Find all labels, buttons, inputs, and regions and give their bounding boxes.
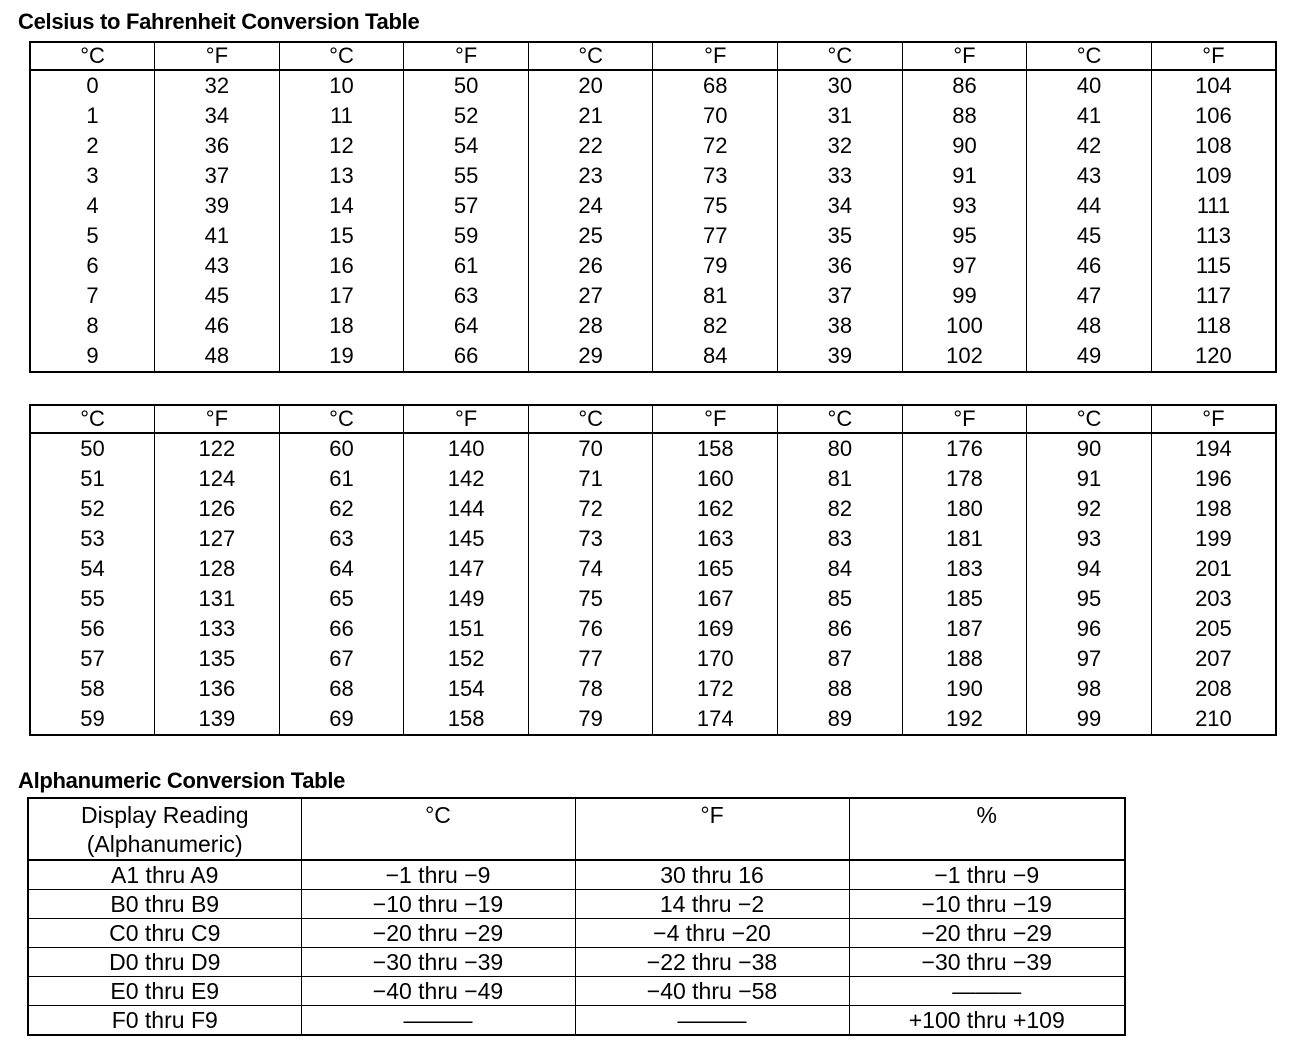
fahrenheit-cell: 145: [404, 524, 529, 554]
fahrenheit-cell: 72: [653, 131, 778, 161]
fahrenheit-cell: 140: [404, 433, 529, 464]
fahrenheit-cell: 113: [1151, 221, 1276, 251]
fahrenheit-cell: 180: [902, 494, 1027, 524]
header-celsius: °C: [1027, 405, 1152, 433]
celsius-cell: 26: [528, 251, 653, 281]
fahrenheit-cell: 37: [155, 161, 280, 191]
celsius-cell: 9: [86, 343, 99, 368]
table-row: [28, 948, 1125, 977]
fahrenheit-range-cell: ———: [575, 1006, 849, 1036]
fahrenheit-cell: 187: [902, 614, 1027, 644]
fahrenheit-cell: 192: [902, 704, 1027, 735]
fahrenheit-cell: 52: [404, 101, 529, 131]
fahrenheit-cell: 152: [404, 644, 529, 674]
table-row: [30, 161, 1276, 191]
fahrenheit-cell: 91: [902, 161, 1027, 191]
header-celsius: °C: [778, 405, 903, 433]
celsius-cell: 68: [279, 674, 404, 704]
celsius-cell: 74: [528, 554, 653, 584]
header-celsius: °C: [528, 42, 653, 70]
display-reading-cell: A1 thru A9: [28, 860, 301, 890]
celsius-cell: 51: [80, 466, 105, 491]
celsius-cell: 37: [778, 281, 903, 311]
fahrenheit-cell: 108: [1151, 131, 1276, 161]
celsius-cell: 62: [279, 494, 404, 524]
celsius-cell: 52: [80, 496, 105, 521]
fahrenheit-cell: 124: [155, 464, 280, 494]
fahrenheit-cell: 86: [902, 70, 1027, 101]
celsius-cell: 20: [528, 70, 653, 101]
celsius-cell: 85: [778, 584, 903, 614]
fahrenheit-cell: 43: [155, 251, 280, 281]
fahrenheit-cell: 32: [155, 70, 280, 101]
header-fahrenheit: °F: [653, 405, 778, 433]
percent-range-cell: −10 thru −19: [849, 890, 1125, 919]
fahrenheit-cell: 199: [1151, 524, 1276, 554]
fahrenheit-cell: 59: [404, 221, 529, 251]
celsius-cell: 44: [1027, 191, 1152, 221]
table-row: [30, 584, 1276, 614]
celsius-range-cell: ———: [301, 1006, 575, 1036]
fahrenheit-cell: 165: [653, 554, 778, 584]
fahrenheit-cell: 93: [902, 191, 1027, 221]
celsius-cell: 23: [528, 161, 653, 191]
celsius-range-cell: −20 thru −29: [301, 919, 575, 948]
fahrenheit-cell: 109: [1151, 161, 1276, 191]
table-row: [30, 524, 1276, 554]
celsius-cell: 4: [86, 193, 99, 218]
celsius-range-cell: −10 thru −19: [301, 890, 575, 919]
celsius-cell: 71: [528, 464, 653, 494]
celsius-cell: 90: [1027, 433, 1152, 464]
celsius-cell: 88: [778, 674, 903, 704]
celsius-cell: 94: [1027, 554, 1152, 584]
table-row: [30, 644, 1276, 674]
header-fahrenheit: °F: [1151, 42, 1276, 70]
celsius-cell: 36: [778, 251, 903, 281]
celsius-cell: 64: [279, 554, 404, 584]
header-row: [30, 405, 1276, 433]
fahrenheit-cell: 208: [1151, 674, 1276, 704]
fahrenheit-cell: 147: [404, 554, 529, 584]
fahrenheit-cell: 102: [902, 341, 1027, 372]
celsius-cell: 61: [279, 464, 404, 494]
celsius-cell: 70: [528, 433, 653, 464]
celsius-cell: 30: [778, 70, 903, 101]
fahrenheit-cell: 66: [404, 341, 529, 372]
table-row: [28, 860, 1125, 890]
fahrenheit-cell: 90: [902, 131, 1027, 161]
percent-range-cell: −1 thru −9: [849, 860, 1125, 890]
fahrenheit-cell: 55: [404, 161, 529, 191]
celsius-cell: 18: [279, 311, 404, 341]
fahrenheit-cell: 122: [155, 433, 280, 464]
fahrenheit-cell: 178: [902, 464, 1027, 494]
table-row: [30, 674, 1276, 704]
celsius-table-part2: [29, 404, 1277, 736]
fahrenheit-cell: 144: [404, 494, 529, 524]
celsius-cell: 96: [1027, 614, 1152, 644]
fahrenheit-cell: 79: [653, 251, 778, 281]
fahrenheit-cell: 64: [404, 311, 529, 341]
celsius-range-cell: −30 thru −39: [301, 948, 575, 977]
display-reading-cell: B0 thru B9: [28, 890, 301, 919]
fahrenheit-range-cell: −4 thru −20: [575, 919, 849, 948]
celsius-cell: 17: [279, 281, 404, 311]
celsius-cell: 3: [86, 163, 99, 188]
celsius-cell: 38: [778, 311, 903, 341]
fahrenheit-range-cell: −40 thru −58: [575, 977, 849, 1006]
fahrenheit-cell: 136: [155, 674, 280, 704]
fahrenheit-cell: 115: [1151, 251, 1276, 281]
fahrenheit-cell: 188: [902, 644, 1027, 674]
celsius-cell: 41: [1027, 101, 1152, 131]
celsius-cell: 40: [1027, 70, 1152, 101]
table-row: [30, 311, 1276, 341]
celsius-cell: 6: [86, 253, 99, 278]
fahrenheit-cell: 190: [902, 674, 1027, 704]
fahrenheit-cell: 183: [902, 554, 1027, 584]
header-celsius: °C: [1027, 42, 1152, 70]
fahrenheit-cell: 205: [1151, 614, 1276, 644]
header-fahrenheit: °F: [155, 405, 280, 433]
display-reading-cell: E0 thru E9: [28, 977, 301, 1006]
header-fahrenheit: °F: [902, 405, 1027, 433]
fahrenheit-cell: 133: [155, 614, 280, 644]
fahrenheit-cell: 167: [653, 584, 778, 614]
celsius-cell: 19: [279, 341, 404, 372]
celsius-cell: 29: [528, 341, 653, 372]
celsius-cell: 84: [778, 554, 903, 584]
fahrenheit-cell: 198: [1151, 494, 1276, 524]
fahrenheit-cell: 194: [1151, 433, 1276, 464]
fahrenheit-cell: 172: [653, 674, 778, 704]
celsius-cell: 57: [80, 646, 105, 671]
fahrenheit-cell: 48: [155, 341, 280, 372]
table-row: [30, 281, 1276, 311]
fahrenheit-cell: 174: [653, 704, 778, 735]
celsius-cell: 25: [528, 221, 653, 251]
celsius-cell: 22: [528, 131, 653, 161]
celsius-cell: 0: [86, 73, 99, 98]
celsius-cell: 76: [528, 614, 653, 644]
celsius-cell: 73: [528, 524, 653, 554]
celsius-cell: 50: [80, 436, 105, 461]
fahrenheit-cell: 82: [653, 311, 778, 341]
celsius-cell: 49: [1027, 341, 1152, 372]
celsius-cell: 7: [86, 283, 99, 308]
fahrenheit-range-cell: 30 thru 16: [575, 860, 849, 890]
header-fahrenheit: °F: [902, 42, 1027, 70]
celsius-cell: 48: [1027, 311, 1152, 341]
celsius-cell: 89: [778, 704, 903, 735]
fahrenheit-cell: 111: [1151, 191, 1276, 221]
display-reading-cell: F0 thru F9: [28, 1006, 301, 1036]
fahrenheit-cell: 88: [902, 101, 1027, 131]
table-row: [30, 554, 1276, 584]
fahrenheit-cell: 142: [404, 464, 529, 494]
table-row: [30, 494, 1276, 524]
fahrenheit-cell: 73: [653, 161, 778, 191]
table-row: [28, 1006, 1125, 1036]
celsius-cell: 32: [778, 131, 903, 161]
fahrenheit-cell: 158: [653, 433, 778, 464]
celsius-cell: 31: [778, 101, 903, 131]
fahrenheit-cell: 169: [653, 614, 778, 644]
celsius-cell: 95: [1027, 584, 1152, 614]
celsius-cell: 75: [528, 584, 653, 614]
alpha-table-title: Alphanumeric Conversion Table: [18, 768, 346, 793]
fahrenheit-cell: 135: [155, 644, 280, 674]
celsius-range-cell: −1 thru −9: [301, 860, 575, 890]
fahrenheit-cell: 54: [404, 131, 529, 161]
fahrenheit-range-cell: 14 thru −2: [575, 890, 849, 919]
header-fahrenheit: °F: [575, 798, 849, 860]
celsius-cell: 67: [279, 644, 404, 674]
fahrenheit-cell: 106: [1151, 101, 1276, 131]
percent-range-cell: ———: [849, 977, 1125, 1006]
celsius-cell: 72: [528, 494, 653, 524]
fahrenheit-cell: 210: [1151, 704, 1276, 735]
alphanumeric-table: [27, 797, 1126, 1036]
header-fahrenheit: °F: [653, 42, 778, 70]
fahrenheit-cell: 57: [404, 191, 529, 221]
header-celsius: °C: [301, 798, 575, 860]
header-fahrenheit: °F: [404, 405, 529, 433]
table-row: [28, 890, 1125, 919]
percent-range-cell: +100 thru +109: [849, 1006, 1125, 1036]
fahrenheit-cell: 203: [1151, 584, 1276, 614]
fahrenheit-cell: 160: [653, 464, 778, 494]
fahrenheit-cell: 158: [404, 704, 529, 735]
fahrenheit-cell: 104: [1151, 70, 1276, 101]
table-row: [30, 131, 1276, 161]
header-row: [30, 42, 1276, 70]
fahrenheit-cell: 50: [404, 70, 529, 101]
fahrenheit-cell: 149: [404, 584, 529, 614]
celsius-cell: 16: [279, 251, 404, 281]
celsius-cell: 86: [778, 614, 903, 644]
table-row: [30, 101, 1276, 131]
celsius-cell: 59: [80, 706, 105, 731]
celsius-cell: 99: [1027, 704, 1152, 735]
celsius-cell: 81: [778, 464, 903, 494]
table-row: [30, 433, 1276, 464]
fahrenheit-cell: 120: [1151, 341, 1276, 372]
fahrenheit-cell: 97: [902, 251, 1027, 281]
celsius-cell: 5: [86, 223, 99, 248]
celsius-cell: 1: [86, 103, 99, 128]
fahrenheit-cell: 176: [902, 433, 1027, 464]
celsius-cell: 13: [279, 161, 404, 191]
fahrenheit-cell: 99: [902, 281, 1027, 311]
celsius-cell: 60: [279, 433, 404, 464]
celsius-cell: 35: [778, 221, 903, 251]
table-row: [30, 614, 1276, 644]
fahrenheit-cell: 131: [155, 584, 280, 614]
table-row: [30, 70, 1276, 101]
fahrenheit-cell: 39: [155, 191, 280, 221]
celsius-cell: 97: [1027, 644, 1152, 674]
celsius-cell: 55: [80, 586, 105, 611]
celsius-cell: 39: [778, 341, 903, 372]
header-celsius: °C: [30, 405, 155, 433]
fahrenheit-cell: 36: [155, 131, 280, 161]
celsius-table-title: Celsius to Fahrenheit Conversion Table: [18, 9, 420, 34]
celsius-cell: 83: [778, 524, 903, 554]
table-row: [30, 464, 1276, 494]
celsius-cell: 69: [279, 704, 404, 735]
fahrenheit-cell: 77: [653, 221, 778, 251]
celsius-cell: 87: [778, 644, 903, 674]
celsius-cell: 78: [528, 674, 653, 704]
fahrenheit-cell: 68: [653, 70, 778, 101]
fahrenheit-cell: 41: [155, 221, 280, 251]
celsius-cell: 10: [279, 70, 404, 101]
table-row: [30, 704, 1276, 735]
celsius-cell: 34: [778, 191, 903, 221]
fahrenheit-cell: 95: [902, 221, 1027, 251]
table-row: [30, 221, 1276, 251]
fahrenheit-cell: 139: [155, 704, 280, 735]
fahrenheit-cell: 63: [404, 281, 529, 311]
fahrenheit-cell: 196: [1151, 464, 1276, 494]
celsius-cell: 28: [528, 311, 653, 341]
celsius-table-part1: [29, 41, 1277, 373]
fahrenheit-cell: 201: [1151, 554, 1276, 584]
fahrenheit-cell: 170: [653, 644, 778, 674]
celsius-cell: 93: [1027, 524, 1152, 554]
table-row: [28, 919, 1125, 948]
celsius-cell: 66: [279, 614, 404, 644]
celsius-cell: 42: [1027, 131, 1152, 161]
fahrenheit-cell: 45: [155, 281, 280, 311]
header-percent: %: [849, 798, 1125, 860]
celsius-cell: 82: [778, 494, 903, 524]
celsius-cell: 63: [279, 524, 404, 554]
celsius-cell: 45: [1027, 221, 1152, 251]
fahrenheit-cell: 126: [155, 494, 280, 524]
display-reading-cell: D0 thru D9: [28, 948, 301, 977]
celsius-cell: 56: [80, 616, 105, 641]
celsius-cell: 54: [80, 556, 105, 581]
celsius-cell: 98: [1027, 674, 1152, 704]
header-fahrenheit: °F: [1151, 405, 1276, 433]
fahrenheit-cell: 154: [404, 674, 529, 704]
celsius-cell: 80: [778, 433, 903, 464]
fahrenheit-cell: 207: [1151, 644, 1276, 674]
fahrenheit-cell: 46: [155, 311, 280, 341]
celsius-cell: 43: [1027, 161, 1152, 191]
celsius-cell: 92: [1027, 494, 1152, 524]
fahrenheit-cell: 118: [1151, 311, 1276, 341]
celsius-cell: 24: [528, 191, 653, 221]
fahrenheit-cell: 75: [653, 191, 778, 221]
celsius-cell: 33: [778, 161, 903, 191]
percent-range-cell: −20 thru −29: [849, 919, 1125, 948]
fahrenheit-cell: 117: [1151, 281, 1276, 311]
celsius-cell: 77: [528, 644, 653, 674]
header-fahrenheit: °F: [404, 42, 529, 70]
table-row: [30, 251, 1276, 281]
fahrenheit-cell: 163: [653, 524, 778, 554]
header-celsius: °C: [279, 405, 404, 433]
celsius-range-cell: −40 thru −49: [301, 977, 575, 1006]
celsius-cell: 47: [1027, 281, 1152, 311]
fahrenheit-cell: 84: [653, 341, 778, 372]
table-row: [30, 191, 1276, 221]
header-display-line1: Display Reading: [81, 802, 249, 828]
celsius-cell: 15: [279, 221, 404, 251]
table-row: [28, 977, 1125, 1006]
celsius-cell: 27: [528, 281, 653, 311]
fahrenheit-cell: 162: [653, 494, 778, 524]
header-display-line2: (Alphanumeric): [86, 831, 243, 857]
celsius-cell: 14: [279, 191, 404, 221]
fahrenheit-cell: 100: [902, 311, 1027, 341]
celsius-cell: 53: [80, 526, 105, 551]
fahrenheit-cell: 127: [155, 524, 280, 554]
celsius-cell: 65: [279, 584, 404, 614]
percent-range-cell: −30 thru −39: [849, 948, 1125, 977]
header-celsius: °C: [279, 42, 404, 70]
fahrenheit-range-cell: −22 thru −38: [575, 948, 849, 977]
celsius-cell: 58: [80, 676, 105, 701]
celsius-cell: 46: [1027, 251, 1152, 281]
fahrenheit-cell: 185: [902, 584, 1027, 614]
fahrenheit-cell: 181: [902, 524, 1027, 554]
fahrenheit-cell: 61: [404, 251, 529, 281]
celsius-cell: 2: [86, 133, 99, 158]
celsius-cell: 8: [86, 313, 99, 338]
celsius-cell: 11: [279, 101, 404, 131]
display-reading-cell: C0 thru C9: [28, 919, 301, 948]
header-fahrenheit: °F: [155, 42, 280, 70]
fahrenheit-cell: 34: [155, 101, 280, 131]
celsius-cell: 12: [279, 131, 404, 161]
header-display-reading: [28, 798, 301, 860]
celsius-cell: 91: [1027, 464, 1152, 494]
header-celsius: °C: [528, 405, 653, 433]
fahrenheit-cell: 81: [653, 281, 778, 311]
celsius-cell: 21: [528, 101, 653, 131]
header-row: [28, 798, 1125, 860]
fahrenheit-cell: 151: [404, 614, 529, 644]
fahrenheit-cell: 128: [155, 554, 280, 584]
fahrenheit-cell: 70: [653, 101, 778, 131]
header-celsius: °C: [30, 42, 155, 70]
header-celsius: °C: [778, 42, 903, 70]
table-row: [30, 341, 1276, 372]
celsius-cell: 79: [528, 704, 653, 735]
